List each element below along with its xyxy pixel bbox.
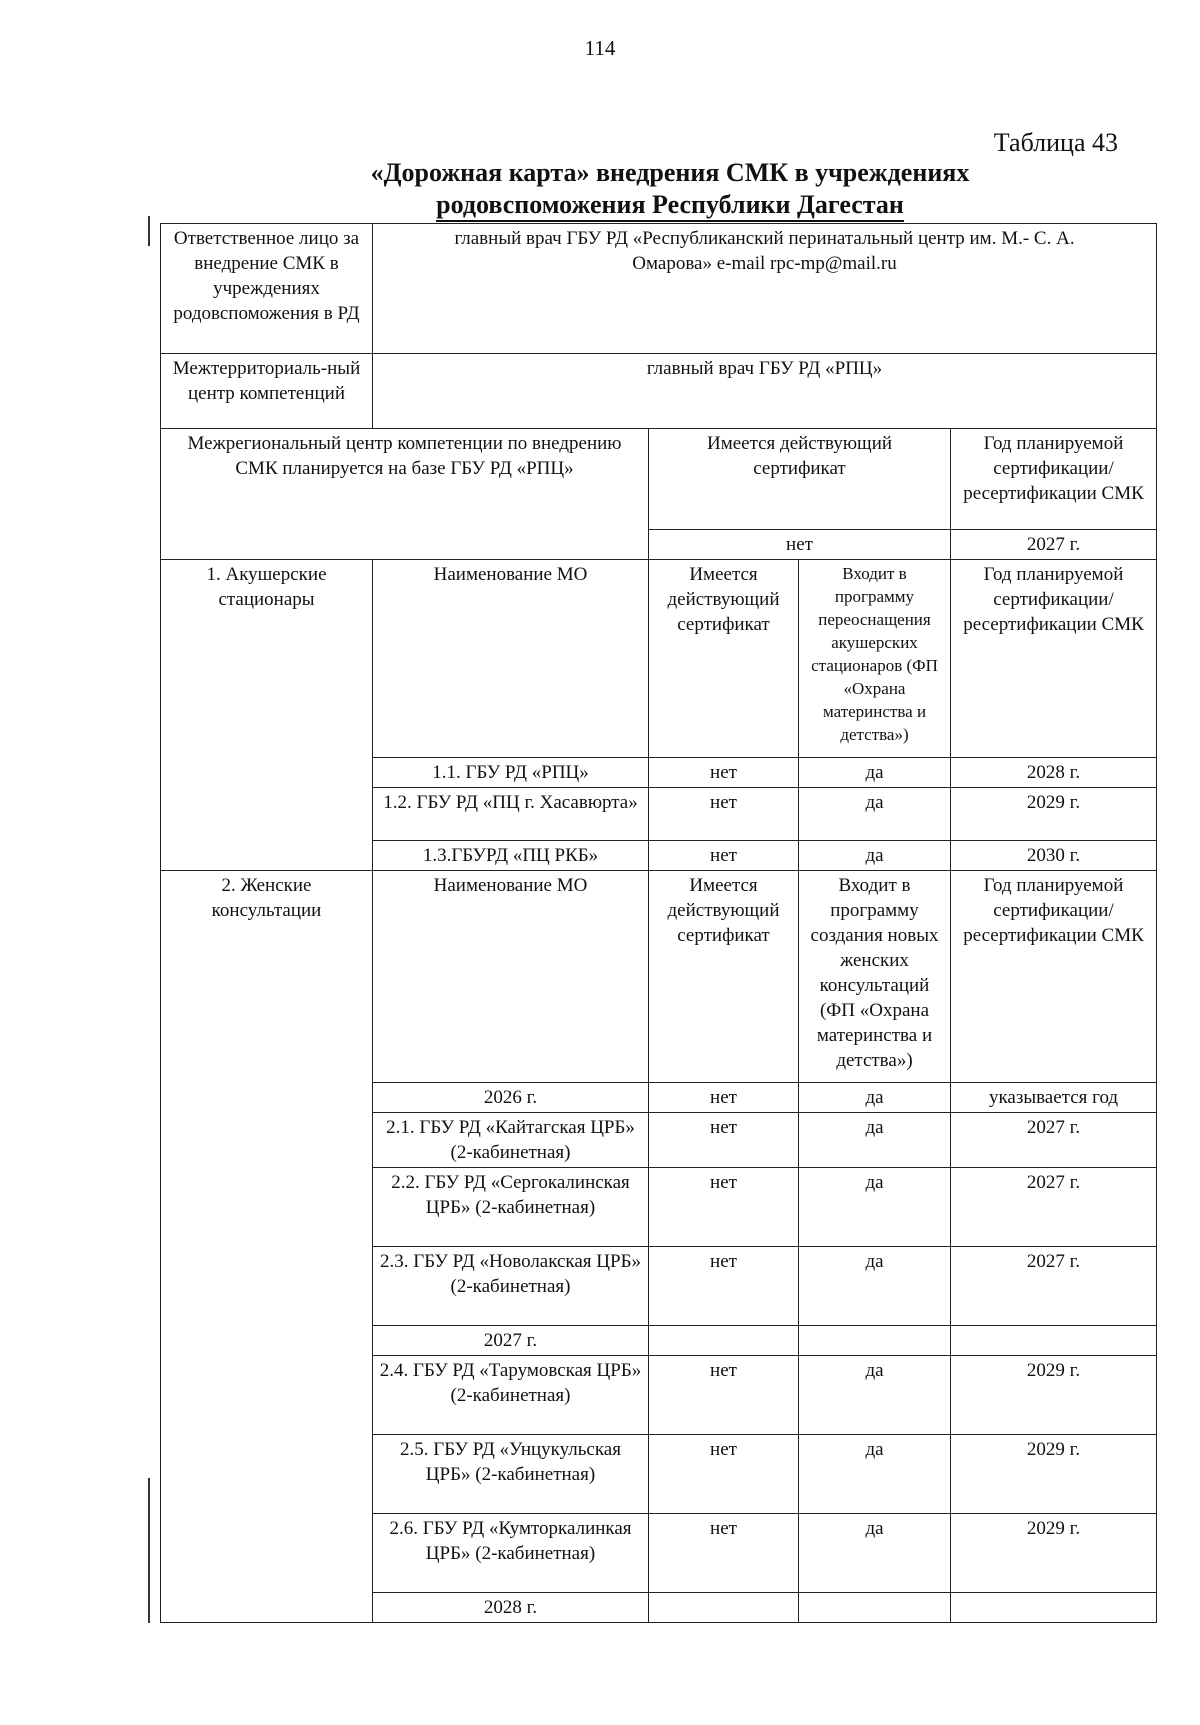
mo-name: 2.6. ГБУ РД «Кумторкалинкая ЦРБ» (2-кабинетная)	[373, 1514, 649, 1593]
interregional-year-value: 2027 г.	[951, 530, 1157, 560]
year-value: 2028 г.	[951, 758, 1157, 788]
mo-name: 2.5. ГБУ РД «Унцукульская ЦРБ» (2-кабинетная)	[373, 1435, 649, 1514]
mo-name: 1.2. ГБУ РД «ПЦ г. Хасавюрта»	[373, 788, 649, 841]
year-value: 2029 г.	[951, 1356, 1157, 1435]
interregional-col-cert: Имеется действующий сертификат	[649, 429, 951, 530]
section2-col-cert: Имеется действующий сертификат	[649, 871, 799, 1083]
row-section2-header	[161, 871, 1157, 1083]
program-value: да	[799, 841, 951, 871]
section2-name: 2. Женские консультации	[161, 871, 373, 1623]
cert-value: нет	[649, 841, 799, 871]
program-value: да	[799, 788, 951, 841]
row-responsible	[161, 224, 1157, 354]
mo-name: 1.1. ГБУ РД «РПЦ»	[373, 758, 649, 788]
interregional-col-year: Год планируемой сертификации/ ресертификации СМК	[951, 429, 1157, 530]
cert-value: нет	[649, 758, 799, 788]
table-label: Таблица 43	[993, 128, 1118, 157]
margin-rule-top	[148, 216, 150, 246]
title-line-1: «Дорожная карта» внедрения СМК в учреждениях	[370, 158, 970, 187]
program-value: да	[799, 758, 951, 788]
section1-col-cert: Имеется действующий сертификат	[649, 560, 799, 758]
program-value: да	[799, 1435, 951, 1514]
section1-col-mo: Наименование МО	[373, 560, 649, 758]
page-number: 114	[584, 36, 616, 60]
section2-col-program: Входит в программу создания новых женских консультаций (ФП «Охрана материнства и детства»)	[799, 871, 951, 1083]
section2-col-year: Год планируемой сертификации/ ресертификации СМК	[951, 871, 1157, 1083]
cert-value: нет	[649, 1083, 799, 1113]
program-value: да	[799, 1083, 951, 1113]
year-value: 2030 г.	[951, 841, 1157, 871]
row-interregional-header	[161, 429, 1157, 530]
year-value: 2027 г.	[951, 1113, 1157, 1168]
program-value: да	[799, 1113, 951, 1168]
year-label-2028: 2028 г.	[373, 1593, 649, 1623]
year-value: указывается год	[951, 1083, 1157, 1113]
responsible-label: Ответственное лицо за внедрение СМК в учреждениях родовспоможения в РД	[161, 224, 373, 354]
mo-name: 2.4. ГБУ РД «Тарумовская ЦРБ» (2-кабинетная)	[373, 1356, 649, 1435]
interterritorial-label: Межтерриториаль-ный центр компетенций	[161, 354, 373, 429]
interregional-text: Межрегиональный центр компетенции по внедрению СМК планируется на базе ГБУ РД «РПЦ»	[161, 429, 649, 560]
cert-value: нет	[649, 1435, 799, 1514]
title-line-2: родовспоможения Республики Дагестан	[436, 190, 904, 222]
program-value: да	[799, 1514, 951, 1593]
mo-name: 2.2. ГБУ РД «Сергокалинская ЦРБ» (2-кабинетная)	[373, 1168, 649, 1247]
year-value: 2029 г.	[951, 788, 1157, 841]
mo-name: 1.3.ГБУРД «ПЦ РКБ»	[373, 841, 649, 871]
year-value: 2027 г.	[951, 1247, 1157, 1326]
cert-value: нет	[649, 1247, 799, 1326]
row-interterritorial	[161, 354, 1157, 429]
cert-value: нет	[649, 1168, 799, 1247]
program-value: да	[799, 1168, 951, 1247]
year-label-2026: 2026 г.	[373, 1083, 649, 1113]
mo-name: 2.3. ГБУ РД «Новолакская ЦРБ» (2-кабинетная)	[373, 1247, 649, 1326]
section1-col-year: Год планируемой сертификации/ ресертификации СМК	[951, 560, 1157, 758]
section1-name: 1. Акушерские стационары	[161, 560, 373, 871]
margin-rule-bottom	[148, 1478, 150, 1623]
cert-value: нет	[649, 788, 799, 841]
document-title	[150, 157, 1190, 222]
mo-name: 2.1. ГБУ РД «Кайтагская ЦРБ» (2-кабинетная)	[373, 1113, 649, 1168]
year-value: 2029 г.	[951, 1435, 1157, 1514]
cert-value: нет	[649, 1356, 799, 1435]
year-value: 2027 г.	[951, 1168, 1157, 1247]
roadmap-table	[160, 223, 1157, 1623]
responsible-value: главный врач ГБУ РД «Республиканский перинатальный центр им. М.- С. А. Омарова» e-mail rpc-mp@mail.ru	[373, 224, 1157, 354]
row-section1-header	[161, 560, 1157, 758]
interterritorial-value: главный врач ГБУ РД «РПЦ»	[373, 354, 1157, 429]
program-value: да	[799, 1247, 951, 1326]
interregional-cert-value: нет	[649, 530, 951, 560]
year-label-2027: 2027 г.	[373, 1326, 649, 1356]
cert-value: нет	[649, 1514, 799, 1593]
section2-col-mo: Наименование МО	[373, 871, 649, 1083]
section1-col-program: Входит в программу переоснащения акушерских стационаров (ФП «Охрана материнства и детства»)	[799, 560, 951, 758]
year-value: 2029 г.	[951, 1514, 1157, 1593]
cert-value: нет	[649, 1113, 799, 1168]
program-value: да	[799, 1356, 951, 1435]
